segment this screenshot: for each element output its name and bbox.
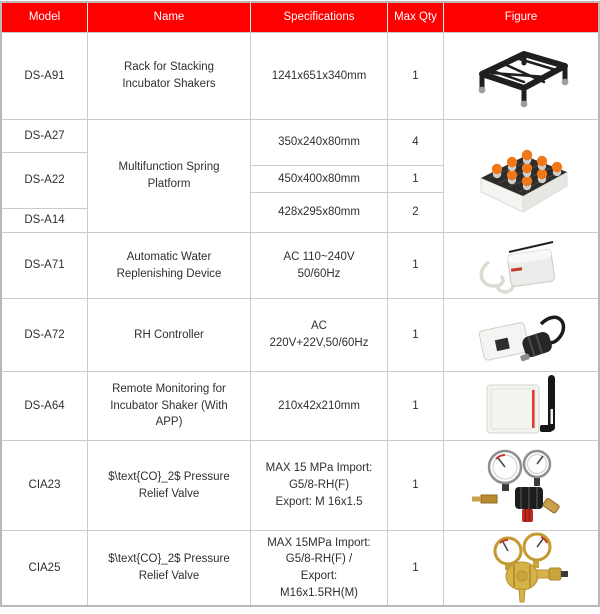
- table-row: [2, 299, 598, 372]
- spec-cell-line2: Export: M 16x1.5: [275, 495, 363, 508]
- model-cell: CIA25: [2, 531, 88, 605]
- table-row: [2, 33, 598, 120]
- spring-platform-image: [446, 122, 596, 230]
- model-cell: DS-A71: [2, 233, 88, 298]
- model-cell: CIA23: [2, 441, 88, 530]
- name-cell-merged: Multifunction Spring Platform: [88, 120, 251, 232]
- qty-cell: 1: [388, 441, 444, 530]
- qty-cell: 1: [388, 372, 444, 440]
- model-cell: DS-A27: [24, 129, 65, 142]
- table-header-row: [2, 3, 598, 33]
- spec-cell-line1: MAX 15 MPa Import: G5/8-RH(F): [265, 462, 373, 492]
- qty-cell: 4: [412, 136, 419, 149]
- table-row: [2, 233, 598, 299]
- table-row: [2, 441, 598, 531]
- name-cell: Remote Monitoring for Incubator Shaker (With APP): [88, 372, 251, 440]
- qty-cell: 2: [412, 206, 419, 219]
- table-row: [2, 372, 598, 441]
- spec-cell: 210x42x210mm: [251, 372, 388, 440]
- column-header-max-qty: Max Qty: [388, 3, 444, 32]
- column-header-specifications: Specifications: [251, 3, 388, 32]
- model-cell: DS-A72: [2, 299, 88, 371]
- co2-valve-black-image: [446, 443, 596, 528]
- spec-cell: AC 220V+22V,50/60Hz: [251, 299, 388, 371]
- model-cell: DS-A14: [24, 214, 65, 227]
- qty-cell: 1: [388, 33, 444, 119]
- spec-cell: 428x295x80mm: [251, 193, 388, 232]
- spec-cell-line1: MAX 15MPa Import: G5/8-RH(F) /: [267, 536, 371, 566]
- name-cell: RH Controller: [88, 299, 251, 371]
- name-cell: Automatic Water Replenishing Device: [88, 233, 251, 298]
- qty-cell: 1: [412, 172, 419, 185]
- spec-cell: 1241x651x340mm: [251, 33, 388, 119]
- spec-cell: 450x400x80mm: [251, 166, 388, 192]
- name-cell: $\text{CO}_2$ Pressure Relief Valve: [88, 531, 251, 605]
- rh-controller-image: [446, 301, 596, 369]
- qty-cell: 1: [388, 531, 444, 605]
- name-cell: $\text{CO}_2$ Pressure Relief Valve: [88, 441, 251, 530]
- qty-cell: 1: [388, 233, 444, 298]
- model-cell: DS-A91: [2, 33, 88, 119]
- column-header-name: Name: [88, 3, 251, 32]
- water-replenishing-device-image: [446, 235, 596, 296]
- model-cell: DS-A22: [24, 174, 65, 187]
- product-table: [0, 1, 600, 607]
- spec-cell: AC 110~240V 50/60Hz: [251, 233, 388, 298]
- qty-cell: 1: [388, 299, 444, 371]
- stacking-rack-image: [446, 35, 596, 117]
- column-header-model: Model: [2, 3, 88, 32]
- spec-cell: 350x240x80mm: [251, 120, 388, 165]
- table-row-group: [2, 120, 598, 233]
- remote-monitoring-box-image: [446, 374, 596, 438]
- table-row: [2, 531, 598, 605]
- name-cell: Rack for Stacking Incubator Shakers: [88, 33, 251, 119]
- spec-cell-line2: Export: M16x1.5RH(M): [280, 570, 358, 599]
- column-header-figure: Figure: [504, 11, 538, 24]
- co2-valve-brass-image: [446, 533, 596, 603]
- model-cell: DS-A64: [2, 372, 88, 440]
